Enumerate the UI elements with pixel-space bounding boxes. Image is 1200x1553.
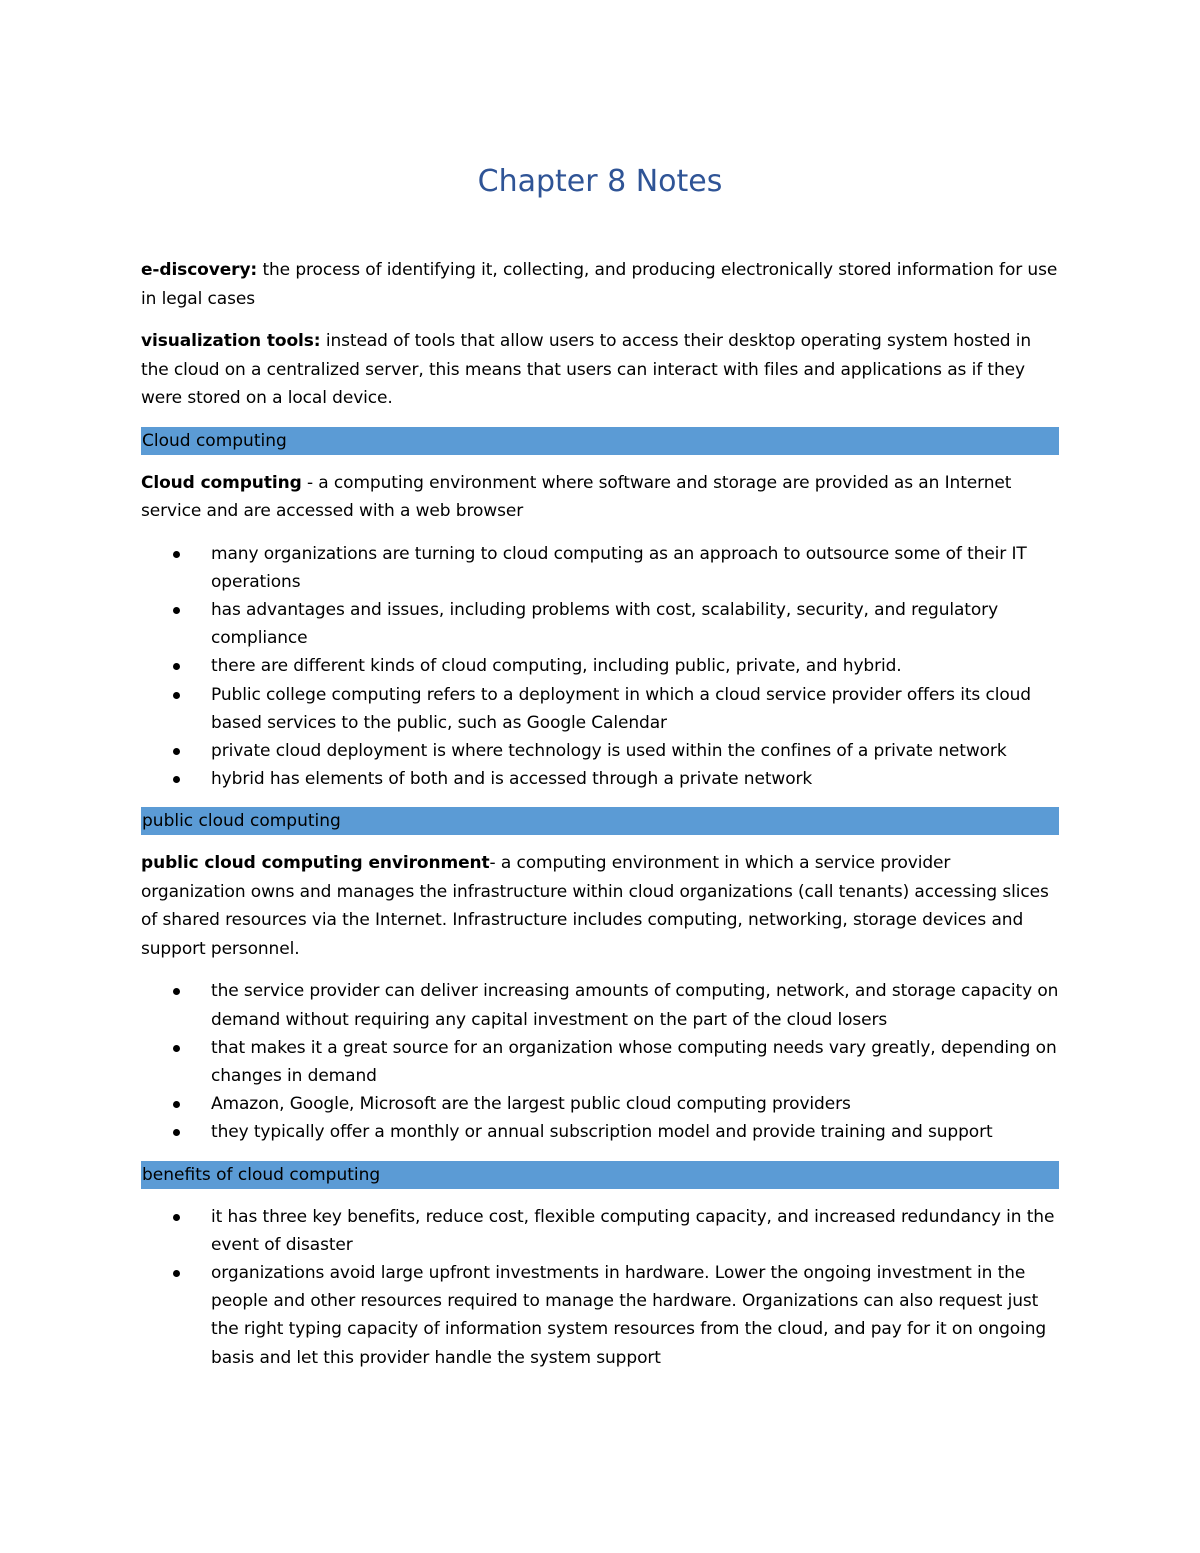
bullet-icon <box>173 776 180 783</box>
bullet-list <box>141 977 1059 1146</box>
list-item <box>141 540 1059 596</box>
list-item <box>141 737 1059 765</box>
bullet-icon <box>173 692 180 699</box>
list-item <box>141 1034 1059 1090</box>
list-item-text: organizations avoid large upfront investments in hardware. Lower the ongoing investment in the people and other resources required to manage the hardware. Organizations can also request just the right typing capacity of information system resources from the cloud, and pay for it on ongoing basis and let this provider handle the system support <box>211 1262 1047 1368</box>
section-intro <box>141 849 1059 963</box>
list-item <box>141 977 1059 1033</box>
section-intro <box>141 469 1059 526</box>
definition-term: visualization tools: <box>141 331 321 351</box>
intro-text: - a computing environment in which a service provider organization owns and manages the infrastructure within cloud organizations (call tenants) accessing slices of shared resources via the Internet. Infrastructure includes computing, networking, storage devices and support personnel. <box>141 853 1049 959</box>
bullet-list <box>141 1203 1059 1372</box>
bullet-icon <box>173 988 180 995</box>
intro-term: public cloud computing environment <box>141 853 490 874</box>
section-heading-benefits: benefits of cloud computing <box>141 1161 1059 1189</box>
list-item-text: Amazon, Google, Microsoft are the largest public cloud computing providers <box>211 1094 851 1115</box>
list-item <box>141 1090 1059 1118</box>
bullet-icon <box>173 1129 180 1136</box>
list-item-text: private cloud deployment is where technology is used within the confines of a private network <box>211 740 1007 761</box>
page-title: Chapter 8 Notes <box>477 164 723 199</box>
list-item <box>141 1118 1059 1146</box>
list-item-text: there are different kinds of cloud computing, including public, private, and hybrid. <box>211 656 902 677</box>
list-item <box>141 596 1059 652</box>
list-item-text: has advantages and issues, including problems with cost, scalability, security, and regulatory compliance <box>211 599 999 649</box>
definition-visualization-tools <box>141 327 1059 413</box>
list-item-text: the service provider can deliver increasing amounts of computing, network, and storage capacity on demand without requiring any capital investment on the part of the cloud losers <box>211 981 1059 1030</box>
list-item <box>141 1259 1059 1372</box>
bullet-icon <box>173 1101 180 1108</box>
bullet-icon <box>173 748 180 755</box>
bullet-icon <box>173 1270 180 1277</box>
list-item-text: hybrid has elements of both and is accessed through a private network <box>211 769 813 790</box>
section-heading-public-cloud-computing: public cloud computing <box>141 807 1059 835</box>
definition-text: the process of identifying it, collecting, and producing electronically stored information for use in legal cases <box>141 260 1058 309</box>
bullet-icon <box>173 663 180 670</box>
list-item-text: that makes it a great source for an organization whose computing needs vary greatly, depending on changes in demand <box>211 1037 1057 1086</box>
list-item-text: it has three key benefits, reduce cost, flexible computing capacity, and increased redundancy in the event of disaster <box>211 1206 1055 1255</box>
bullet-icon <box>173 1214 180 1221</box>
section-heading-cloud-computing: Cloud computing <box>141 427 1059 455</box>
intro-term: Cloud computing <box>141 472 302 493</box>
definition-e-discovery <box>141 256 1059 313</box>
intro-text: - a computing environment where software and storage are provided as an Internet service and are accessed with a web browser <box>141 472 1012 521</box>
list-item <box>141 765 1059 793</box>
list-item <box>141 652 1059 680</box>
list-item-text: many organizations are turning to cloud computing as an approach to outsource some of their IT operations <box>211 543 1027 592</box>
list-item-text: Public college computing refers to a deployment in which a cloud service provider offers its cloud based services to the public, such as Google Calendar <box>211 684 1031 733</box>
document-content <box>141 160 1059 1386</box>
definition-term: e-discovery: <box>141 260 258 280</box>
bullet-list <box>141 540 1059 794</box>
list-item <box>141 681 1059 737</box>
bullet-icon <box>173 1045 180 1052</box>
bullet-icon <box>173 607 180 614</box>
definition-text: instead of tools that allow users to access their desktop operating system hosted in the cloud on a centralized server, this means that users can interact with files and applications as if they were stored on a local device. <box>141 331 1032 408</box>
list-item <box>141 1203 1059 1259</box>
list-item-text: they typically offer a monthly or annual subscription model and provide training and support <box>211 1122 993 1143</box>
bullet-icon <box>173 551 180 558</box>
